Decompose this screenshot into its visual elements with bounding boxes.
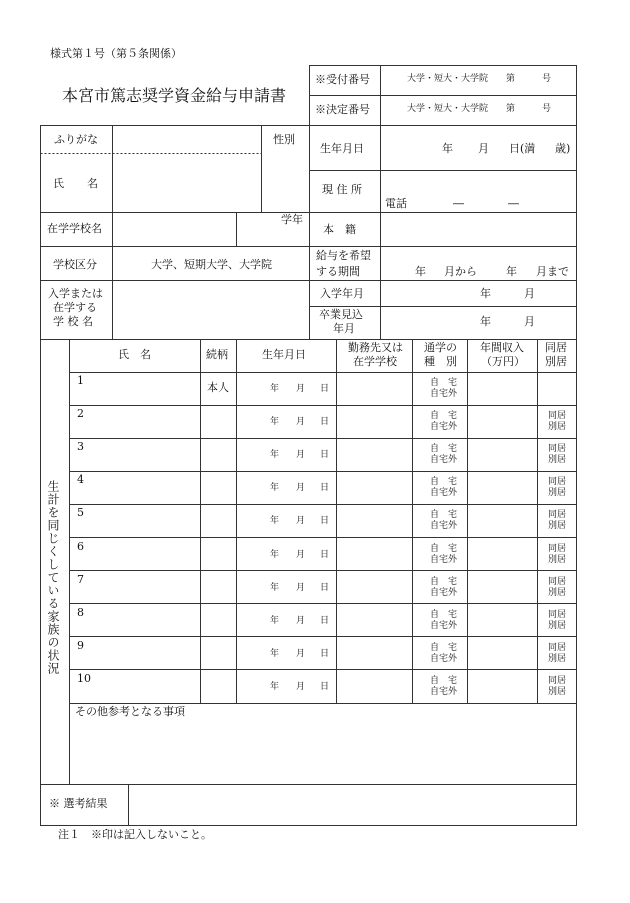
row-number: 7 xyxy=(77,573,84,586)
row-commute-away: 自宅外 xyxy=(430,422,458,432)
header-cohab-2: 別居 xyxy=(545,355,567,368)
period-year2: 年 xyxy=(506,265,517,278)
family-name-input[interactable] xyxy=(88,380,198,402)
row-date-day: 日 xyxy=(320,516,330,526)
row-date-day: 日 xyxy=(320,483,330,493)
row-relation: 本人 xyxy=(207,381,229,394)
row-commute-home: 自 宅 xyxy=(430,643,458,653)
row-commute-away: 自宅外 xyxy=(430,389,458,399)
header-commute-1: 通学の xyxy=(424,341,457,354)
row-cohab: 同居 xyxy=(548,444,567,454)
header-work-1: 勤務先又は xyxy=(348,341,403,354)
row-commute-home: 自 宅 xyxy=(430,477,458,487)
row-date-year: 年 xyxy=(270,384,280,394)
row-number: 10 xyxy=(77,672,91,685)
family-income-input[interactable] xyxy=(469,410,535,434)
period-label-2: する期間 xyxy=(316,265,360,278)
entry-date-label: 入学年月 xyxy=(320,287,364,300)
row-separate: 別居 xyxy=(548,555,567,565)
family-name-input[interactable] xyxy=(88,678,198,700)
row-date-month: 月 xyxy=(296,616,306,626)
row-commute-away: 自宅外 xyxy=(430,555,458,565)
birthdate-day: 日(満 xyxy=(509,142,536,155)
period-from: 月から xyxy=(444,265,477,278)
family-name-input[interactable] xyxy=(88,446,198,468)
row-commute-home: 自 宅 xyxy=(430,610,458,620)
row-number: 8 xyxy=(77,606,84,619)
school-category-label: 学校区分 xyxy=(53,258,97,271)
address-input[interactable] xyxy=(383,173,575,193)
row-number: 3 xyxy=(77,440,84,453)
phone-label: 電話 xyxy=(385,197,407,210)
header-commute-2: 種 別 xyxy=(424,355,457,368)
header-income-2: （万円） xyxy=(481,355,525,368)
row-cohab: 同居 xyxy=(548,477,567,487)
family-income-input[interactable] xyxy=(469,476,535,500)
phone-dash-2: ― xyxy=(508,197,519,210)
header-work-2: 在学学校 xyxy=(353,355,397,368)
row-date-day: 日 xyxy=(320,583,330,593)
name-label-1: 氏 xyxy=(53,177,64,190)
grad-label-2: 年月 xyxy=(333,322,355,335)
row-commute-home: 自 宅 xyxy=(430,378,458,388)
entry-school-input[interactable] xyxy=(114,283,308,337)
row-number: 4 xyxy=(77,473,84,486)
entry-date-month: 月 xyxy=(524,287,535,300)
decision-school-type: 大学・短大・大学院 xyxy=(407,104,489,114)
row-cohab: 同居 xyxy=(548,411,567,421)
row-separate: 別居 xyxy=(548,588,567,598)
row-cohab: 同居 xyxy=(548,643,567,653)
period-to: 月まで xyxy=(536,265,569,278)
row-date-month: 月 xyxy=(296,516,306,526)
name-label-2: 名 xyxy=(87,177,98,190)
header-name: 氏 名 xyxy=(118,348,151,361)
address-label: 現 住 所 xyxy=(322,183,362,196)
header-relation: 続柄 xyxy=(206,348,228,361)
remarks-label: その他参考となる事項 xyxy=(75,705,185,718)
header-birthdate: 生年月日 xyxy=(262,348,306,361)
entry-date-year: 年 xyxy=(480,287,491,300)
family-work-input[interactable] xyxy=(338,609,410,633)
row-date-month: 月 xyxy=(296,583,306,593)
decision-dai: 第 xyxy=(506,104,516,114)
row-commute-home: 自 宅 xyxy=(430,577,458,587)
row-cohab: 同居 xyxy=(548,577,567,587)
row-date-year: 年 xyxy=(270,450,280,460)
row-date-year: 年 xyxy=(270,649,280,659)
row-separate: 別居 xyxy=(548,687,567,697)
reception-number-input[interactable] xyxy=(518,68,542,92)
row-cohab: 同居 xyxy=(548,610,567,620)
family-work-input[interactable] xyxy=(338,410,410,434)
row-number: 9 xyxy=(77,639,84,652)
row-date-day: 日 xyxy=(320,384,330,394)
furigana-label: ふりがな xyxy=(54,133,98,146)
row-date-day: 日 xyxy=(320,417,330,427)
grad-date-month: 月 xyxy=(524,315,535,328)
row-cohab: 同居 xyxy=(548,544,567,554)
school-input[interactable] xyxy=(114,215,235,244)
row-date-month: 月 xyxy=(296,450,306,460)
birthdate-label: 生年月日 xyxy=(320,142,364,155)
row-date-month: 月 xyxy=(296,682,306,692)
row-number: 5 xyxy=(77,506,84,519)
family-name-input[interactable] xyxy=(88,612,198,634)
row-commute-away: 自宅外 xyxy=(430,588,458,598)
row-date-day: 日 xyxy=(320,616,330,626)
family-name-input[interactable] xyxy=(88,645,198,667)
row-number: 1 xyxy=(77,374,84,387)
row-date-year: 年 xyxy=(270,483,280,493)
row-commute-away: 自宅外 xyxy=(430,488,458,498)
row-separate: 別居 xyxy=(548,422,567,432)
family-name-input[interactable] xyxy=(88,579,198,601)
family-work-input[interactable] xyxy=(338,443,410,467)
row-date-year: 年 xyxy=(270,550,280,560)
decision-go: 号 xyxy=(542,104,552,114)
row-commute-home: 自 宅 xyxy=(430,510,458,520)
row-date-year: 年 xyxy=(270,583,280,593)
entry-school-label-2: 在学する xyxy=(53,301,97,314)
domicile-input[interactable] xyxy=(383,215,575,244)
period-year: 年 xyxy=(415,265,426,278)
family-name-input[interactable] xyxy=(88,512,198,534)
selection-label: ※ 選考結果 xyxy=(49,797,108,810)
row-date-day: 日 xyxy=(320,682,330,692)
decision-number-label: ※決定番号 xyxy=(315,103,370,116)
entry-school-label-3: 学 校 名 xyxy=(53,315,93,328)
family-income-input[interactable] xyxy=(469,543,535,567)
row-commute-home: 自 宅 xyxy=(430,544,458,554)
grade-input[interactable] xyxy=(238,226,308,244)
row-date-year: 年 xyxy=(270,682,280,692)
family-name-input[interactable] xyxy=(88,546,198,568)
row-separate: 別居 xyxy=(548,654,567,664)
reception-number-label: ※受付番号 xyxy=(315,73,370,86)
row-date-day: 日 xyxy=(320,550,330,560)
decision-number-input[interactable] xyxy=(518,98,542,122)
family-work-input[interactable] xyxy=(338,576,410,600)
row-date-day: 日 xyxy=(320,649,330,659)
row-number: 2 xyxy=(77,407,84,420)
row-commute-away: 自宅外 xyxy=(430,687,458,697)
row-date-month: 月 xyxy=(296,483,306,493)
row-date-day: 日 xyxy=(320,450,330,460)
birthdate-month: 月 xyxy=(478,142,489,155)
row-separate: 別居 xyxy=(548,455,567,465)
family-income-input[interactable] xyxy=(469,675,535,699)
header-income-1: 年間収入 xyxy=(480,341,524,354)
family-section-label: 生計を同じくしている家族の状況 xyxy=(46,480,60,675)
family-work-input[interactable] xyxy=(338,543,410,567)
reception-school-type: 大学・短大・大学院 xyxy=(407,74,489,84)
row-commute-away: 自宅外 xyxy=(430,455,458,465)
period-label-1: 給与を希望 xyxy=(316,249,371,262)
grad-date-year: 年 xyxy=(480,315,491,328)
row-separate: 別居 xyxy=(548,621,567,631)
birthdate-year: 年 xyxy=(442,142,453,155)
selection-input[interactable] xyxy=(131,787,575,823)
row-separate: 別居 xyxy=(548,488,567,498)
row-commute-home: 自 宅 xyxy=(430,676,458,686)
furigana-input[interactable] xyxy=(114,128,260,152)
row-date-year: 年 xyxy=(270,516,280,526)
family-work-input[interactable] xyxy=(338,642,410,666)
phone-dash-1: ― xyxy=(453,197,464,210)
row-commute-away: 自宅外 xyxy=(430,521,458,531)
row-date-month: 月 xyxy=(296,550,306,560)
row-number: 6 xyxy=(77,540,84,553)
domicile-label: 本 籍 xyxy=(323,223,356,236)
family-income-input[interactable] xyxy=(469,609,535,633)
row-commute-away: 自宅外 xyxy=(430,654,458,664)
birthdate-age: 歳) xyxy=(555,142,571,155)
school-category-value: 大学、短期大学、大学院 xyxy=(151,258,272,271)
family-income-input[interactable] xyxy=(469,576,535,600)
family-name-input[interactable] xyxy=(88,479,198,501)
sex-label: 性別 xyxy=(273,133,295,146)
row-separate: 別居 xyxy=(548,521,567,531)
row-date-month: 月 xyxy=(296,649,306,659)
row-date-year: 年 xyxy=(270,616,280,626)
row-commute-home: 自 宅 xyxy=(430,411,458,421)
row-date-month: 月 xyxy=(296,417,306,427)
family-work-input[interactable] xyxy=(338,509,410,533)
grad-label-1: 卒業見込 xyxy=(319,308,363,321)
grade-label: 学年 xyxy=(281,213,303,226)
row-commute-home: 自 宅 xyxy=(430,444,458,454)
row-cohab: 同居 xyxy=(548,676,567,686)
family-work-input[interactable] xyxy=(338,377,410,401)
footer-note: 注１ ※印は記入しないこと。 xyxy=(58,828,212,841)
reception-dai: 第 xyxy=(506,74,516,84)
entry-school-label-1: 入学または xyxy=(48,287,103,300)
school-label: 在学学校名 xyxy=(47,222,102,235)
family-work-input[interactable] xyxy=(338,476,410,500)
row-commute-away: 自宅外 xyxy=(430,621,458,631)
family-name-input[interactable] xyxy=(88,413,198,435)
form-number: 様式第１号（第５条関係） xyxy=(50,47,182,60)
reception-go: 号 xyxy=(542,74,552,84)
sex-input[interactable] xyxy=(263,155,308,210)
row-cohab: 同居 xyxy=(548,510,567,520)
header-cohab-1: 同居 xyxy=(545,341,567,354)
family-income-input[interactable] xyxy=(469,443,535,467)
family-income-input[interactable] xyxy=(469,642,535,666)
family-income-input[interactable] xyxy=(469,509,535,533)
row-date-year: 年 xyxy=(270,417,280,427)
name-input[interactable] xyxy=(114,156,260,210)
family-work-input[interactable] xyxy=(338,675,410,699)
remarks-input[interactable] xyxy=(72,722,576,784)
row-date-month: 月 xyxy=(296,384,306,394)
form-title: 本宮市篤志奨学資金給与申請書 xyxy=(62,86,287,105)
family-income-input[interactable] xyxy=(469,377,535,401)
